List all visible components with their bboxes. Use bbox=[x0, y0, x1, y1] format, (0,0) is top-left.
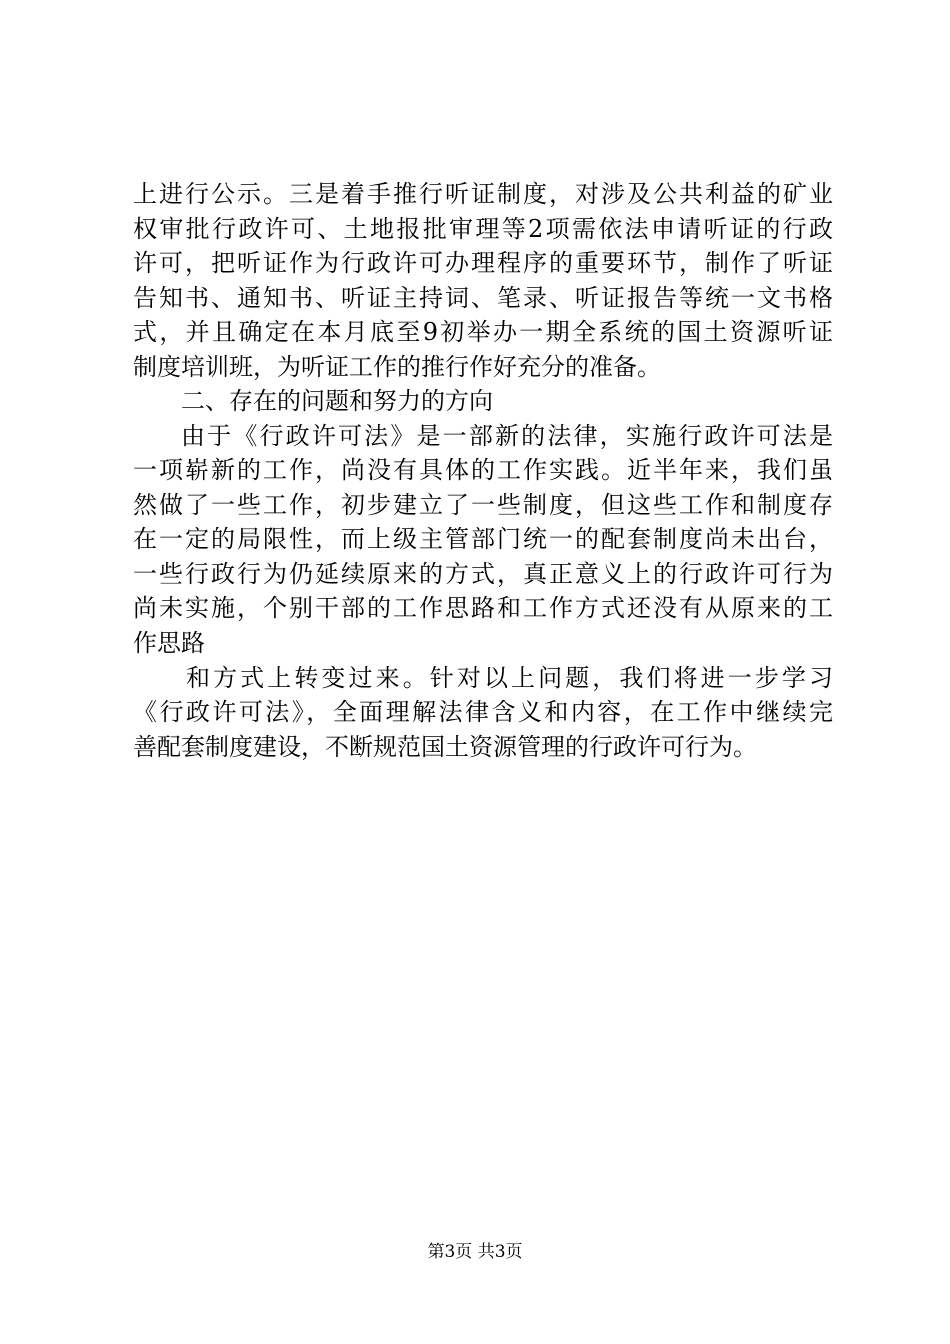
body-text-line: 式，并且确定在本月底至9初举办一期全系统的国土资源听证 bbox=[133, 318, 833, 346]
body-text-line: 作思路 bbox=[133, 629, 205, 657]
page-footer bbox=[0, 1240, 950, 1264]
section-heading: 二、存在的问题和努力的方向 bbox=[181, 387, 493, 415]
body-text-line: 尚未实施，个别干部的工作思路和工作方式还没有从原来的工 bbox=[133, 594, 833, 622]
body-text-line: 一些行政行为仍延续原来的方式，真正意义上的行政许可行为 bbox=[133, 560, 833, 588]
body-text-line: 权审批行政许可、土地报批审理等2项需依法申请听证的行政 bbox=[133, 215, 833, 243]
body-text-line: 制度培训班，为听证工作的推行作好充分的准备。 bbox=[133, 353, 661, 381]
body-text-line: 告知书、通知书、听证主持词、笔录、听证报告等统一文书格 bbox=[133, 284, 833, 312]
body-text-line: 《行政许可法》，全面理解法律含义和内容，在工作中继续完 bbox=[133, 698, 833, 726]
body-text-line: 一项崭新的工作，尚没有具体的工作实践。近半年来，我们虽 bbox=[133, 456, 833, 484]
body-text-line: 由于《行政许可法》是一部新的法律，实施行政许可法是 bbox=[181, 422, 833, 450]
body-text-line: 善配套制度建设，不断规范国土资源管理的行政许可行为。 bbox=[133, 733, 757, 761]
page-number: 第3页 共3页 bbox=[427, 1242, 523, 1262]
body-text-line: 许可，把听证作为行政许可办理程序的重要环节，制作了听证 bbox=[133, 249, 833, 277]
body-text-line: 在一定的局限性，而上级主管部门统一的配套制度尚未出台， bbox=[133, 525, 833, 553]
body-text-line: 然做了一些工作，初步建立了一些制度，但这些工作和制度存 bbox=[133, 491, 833, 519]
body-text-line: 和方式上转变过来。针对以上问题，我们将进一步学习 bbox=[186, 664, 833, 692]
body-text-line: 上进行公示。三是着手推行听证制度，对涉及公共利益的矿业 bbox=[133, 180, 833, 208]
